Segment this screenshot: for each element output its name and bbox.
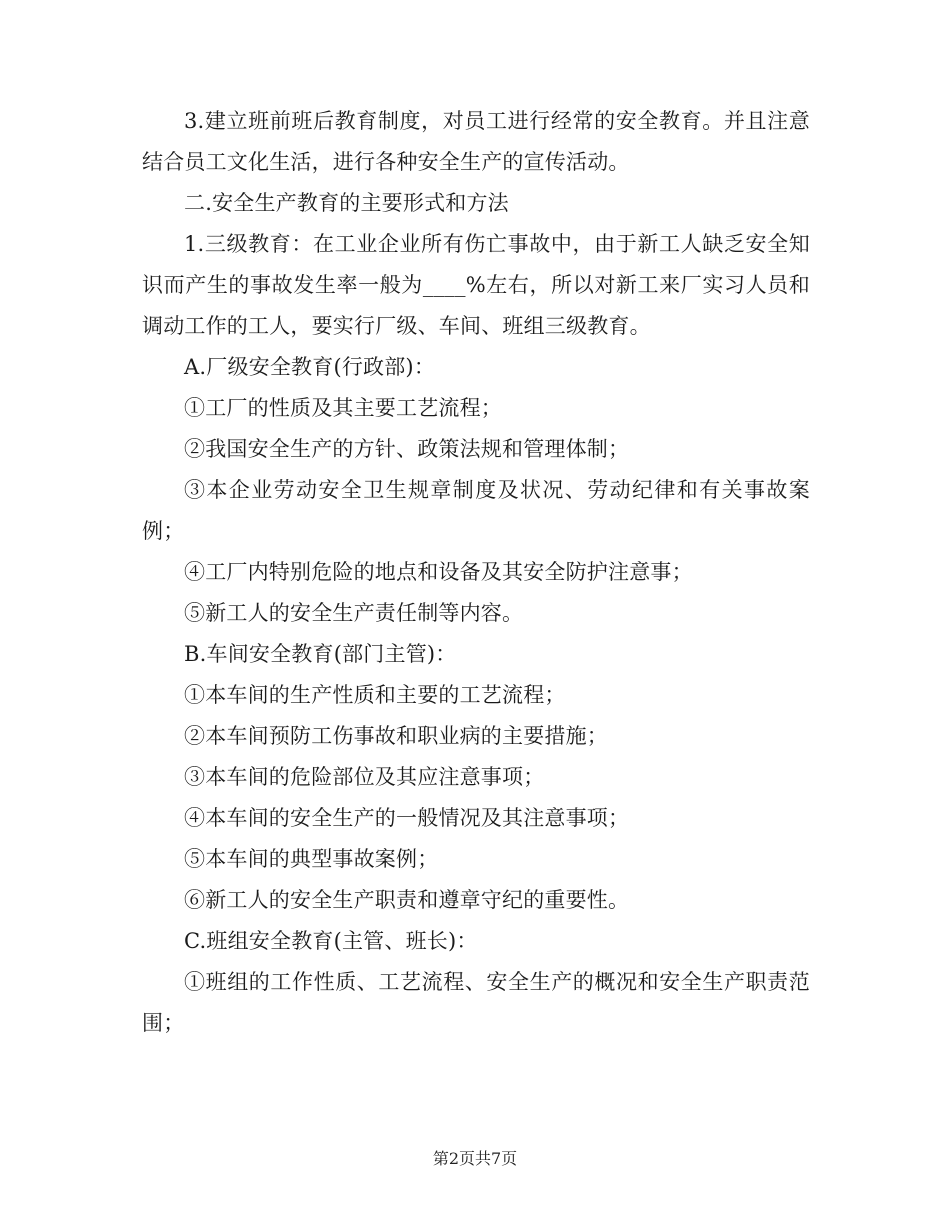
document-body [142, 101, 810, 1044]
list-item: ⑤新工人的安全生产责任制等内容。 [184, 601, 524, 625]
section-heading-forms-methods: 二.安全生产教育的主要形式和方法 [184, 191, 509, 215]
list-item: ①本车间的生产性质和主要的工艺流程； [184, 683, 566, 707]
subheading-team-level: C.班组安全教育(主管、班长)： [184, 929, 478, 953]
list-item: ③本车间的危险部位及其应注意事项； [184, 765, 545, 789]
list-item: ④工厂内特别危险的地点和设备及其安全防护注意事； [184, 560, 693, 584]
list-item: ①工厂的性质及其主要工艺流程； [184, 396, 502, 420]
list-item: ④本车间的安全生产的一般情况及其注意事项； [184, 806, 630, 830]
list-item: ①班组的工作性质、工艺流程、安全生产的概况和安全生产职责范围； [142, 970, 810, 1035]
list-item: ⑤本车间的典型事故案例； [184, 847, 439, 871]
paragraph-education-system: 3.建立班前班后教育制度，对员工进行经常的安全教育。并且注意结合员工文化生活，进行各种安全生产的宣传活动。 [142, 109, 810, 174]
list-item: ⑥新工人的安全生产职责和遵章守纪的重要性。 [184, 888, 630, 912]
paragraph-three-level-education: 1.三级教育：在工业企业所有伤亡事故中，由于新工人缺乏安全知识而产生的事故发生率一般为____%左右，所以对新工来厂实习人员和调动工作的工人，要实行厂级、车间、班组三级教育。 [142, 232, 810, 338]
list-item: ②本车间预防工伤事故和职业病的主要措施； [184, 724, 608, 748]
subheading-factory-level: A.厂级安全教育(行政部)： [184, 355, 436, 379]
subheading-workshop-level: B.车间安全教育(部门主管)： [184, 642, 457, 666]
list-item: ②我国安全生产的方针、政策法规和管理体制； [184, 437, 630, 461]
page-number-footer: 第2页共7页 [432, 1149, 518, 1168]
list-item: ③本企业劳动安全卫生规章制度及状况、劳动纪律和有关事故案例； [142, 478, 810, 543]
